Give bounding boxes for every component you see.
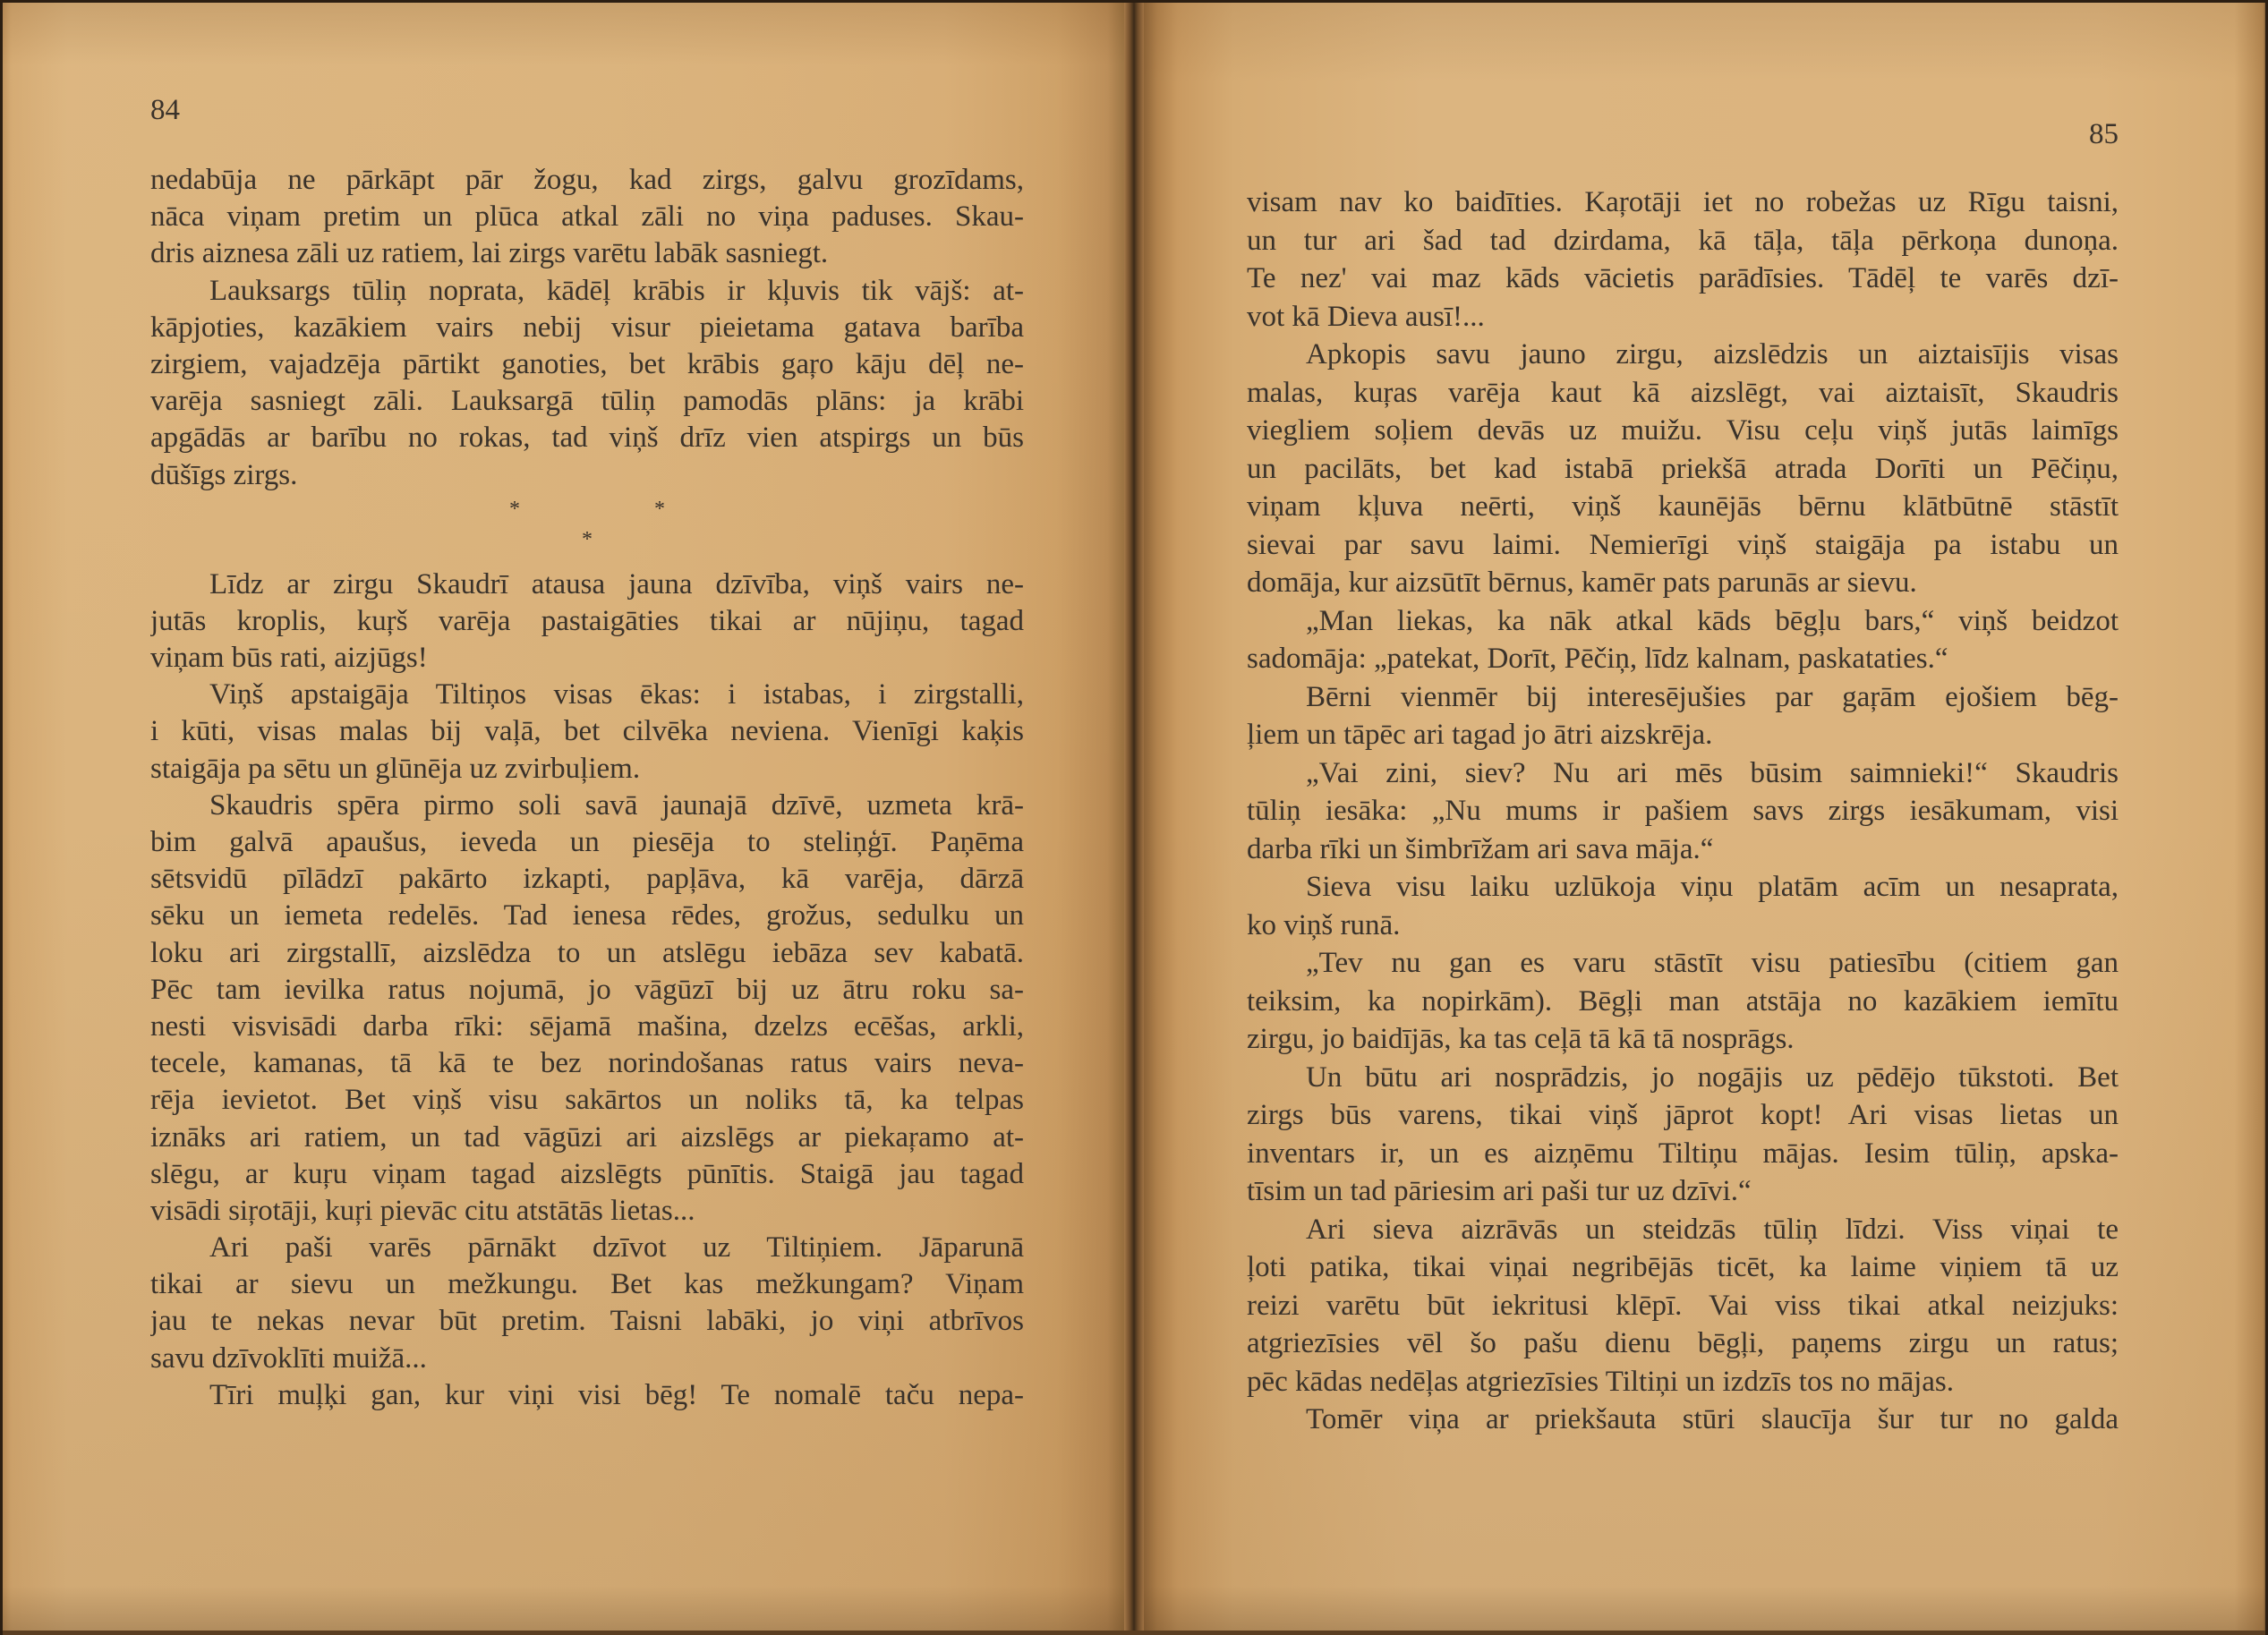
- text-line: dris aiznesa zāli uz ratiem, lai zirgs varētu labāk sasniegt.: [150, 237, 829, 270]
- paragraph: [150, 566, 1024, 677]
- text-line: domāja, kur aizsūtīt bērnus, kamēr pats parunās ar sievu.: [1247, 566, 1917, 599]
- left-page: [0, 0, 1124, 1635]
- text-line: sētsvidū pīlādzī pakārto izkapti, papļāva, kā varēja, dārzā: [150, 863, 1024, 896]
- asterisk-mark: *: [582, 527, 593, 551]
- text-line: darba rīki un šimbrīžam ari sava māja.“: [1247, 832, 1714, 865]
- text-line: ļiem un tāpēc ari tagad jo ātri aizskrēja.: [1247, 719, 1713, 751]
- text-line: nāca viņam pretim un plūca atkal zāli no viņa paduses. Skau-: [150, 200, 1024, 234]
- text-line: ko viņš runā.: [1247, 908, 1401, 941]
- text-line: viegliem soļiem devās uz muižu. Visu ceļu viņš jutās laimīgs: [1247, 414, 2119, 447]
- text-line: jutās kroplis, kuŗš varēja pastaigāties tikai ar nūjiņu, tagad: [150, 604, 1024, 637]
- text-line: viņam kļuva neērti, viņš kaunējās bērnu klātbūtnē stāstīt: [1247, 490, 2119, 523]
- paragraph: [1247, 1401, 2119, 1439]
- text-line: iznāks ari ratiem, un tad vāgūzi ari aizslēgs ar piekaŗamo at-: [150, 1120, 1024, 1154]
- text-line: Sieva visu laiku uzlūkoja viņu platām acīm un nesaprata,: [1306, 871, 2119, 903]
- text-line: Te nez' vai maz kāds vācietis parādīsies. Tādēļ te varēs dzī-: [1247, 262, 2119, 294]
- paragraph: [1247, 1059, 2119, 1211]
- paragraph: [1247, 1211, 2119, 1401]
- text-line: inventars ir, un es aizņēmu Tiltiņu mājas. Iesim tūliņ, apska-: [1247, 1137, 2119, 1170]
- book-gutter: [1124, 0, 1144, 1635]
- paragraph: [150, 677, 1024, 788]
- text-line: tūliņ iesāka: „Nu mums ir pašiem savs zirgs iesākumam, visi: [1247, 795, 2119, 827]
- text-line: Viņš apstaigāja Tiltiņos visas ēkas: i istabas, i zirgstalli,: [209, 678, 1024, 711]
- asterisk-mark: *: [509, 497, 520, 521]
- text-line: „Vai zini, siev? Nu ari mēs būsim saimnieki!“ Skaudris: [1306, 756, 2119, 789]
- text-line: reizi varētu būt iekritusi klēpī. Vai viss tikai atkal neizjuks:: [1247, 1289, 2119, 1322]
- right-page-text: [1247, 183, 2119, 1439]
- page-number: 85: [2089, 118, 2119, 150]
- paragraph: [1247, 336, 2119, 602]
- page-number: 84: [150, 94, 180, 126]
- paragraph: [1247, 678, 2119, 754]
- text-line: Ari paši varēs pārnākt dzīvot uz Tiltiņiem. Jāparunā: [209, 1231, 1024, 1265]
- text-line: Apkopis savu jauno zirgu, aizslēdzis un aiztaisījis visas: [1306, 338, 2119, 370]
- text-line: visam nav ko baidīties. Kaŗotāji iet no robežas uz Rīgu taisni,: [1247, 186, 2119, 218]
- text-line: Tomēr viņa ar priekšauta stūri slaucīja šur tur no galda: [1306, 1403, 2119, 1435]
- text-line: varēja sasniegt zāli. Lauksargā tūliņ pamodās plāns: ja krābi: [150, 385, 1024, 418]
- paragraph: [150, 273, 1024, 494]
- text-line: atgriezīsies vēl šo pašu dienu bēgļi, paņems zirgu un ratus;: [1247, 1327, 2119, 1359]
- text-line: Bērni vienmēr bij interesējušies par gaŗām ejošiem bēg-: [1306, 680, 2119, 713]
- paragraph: [1247, 602, 2119, 678]
- text-line: viņam būs rati, aizjūgs!: [150, 642, 428, 675]
- paragraph: [1247, 754, 2119, 869]
- text-line: vot kā Dieva ausī!...: [1247, 300, 1485, 333]
- text-line: bim galvā apaušus, ieveda un piesēja to steliņģī. Paņēma: [150, 826, 1024, 858]
- text-line: „Man liekas, ka nāk atkal kāds bēgļu bars,“ viņš beidzot: [1306, 604, 2119, 637]
- text-line: nesti visvisādi darba rīki: sējamā mašina, dzelzs ecēšas, arkli,: [150, 1009, 1024, 1043]
- text-line: loku ari zirgstallī, aizslēdza to un atslēgu iebāza sev kabatā.: [150, 936, 1024, 969]
- text-line: Tīri muļķi gan, kur viņi visi bēg! Te nomalē taču nepa-: [209, 1378, 1024, 1411]
- text-line: staigāja pa sētu un glūnēja uz zvirbuļiem.: [150, 752, 641, 785]
- text-line: teiksim, ka nopirkām). Bēgļi man atstāja no kazākiem iemītu: [1247, 984, 2119, 1018]
- text-line: ļoti patika, tikai viņai negribējās ticēt, ka laime viņiem tā uz: [1247, 1251, 2119, 1283]
- text-line: Un būtu ari nosprādzis, jo nogājis uz pēdējo tūkstoti. Bet: [1306, 1060, 2119, 1094]
- text-line: savu dzīvoklīti muižā...: [150, 1341, 427, 1375]
- text-line: pēc kādas nedēļas atgriezīsies Tiltiņi un izdzīs tos no mājas.: [1247, 1365, 1955, 1398]
- text-line: slēgu, ar kuŗu viņam tagad aizslēgts pūnītis. Staigā jau tagad: [150, 1157, 1024, 1190]
- text-line: sievai par savu laimi. Nemierīgi viņš staigāja pa istabu un: [1247, 528, 2119, 561]
- text-line: zirgiem, vajadzēja pārtikt ganoties, bet krābis gaŗo kāju dēļ ne-: [150, 347, 1024, 380]
- text-line: zirgs būs varens, tikai viņš jāprot kopt! Ari visas lietas un: [1247, 1099, 2119, 1131]
- text-line: rēja ievietot. Bet viņš visu sakārtos un noliks tā, ka telpas: [150, 1084, 1024, 1117]
- text-line: sadomāja: „patekat, Dorīt, Pēčiņ, līdz kalnam, paskataties.“: [1247, 643, 1948, 675]
- text-line: apgādās ar barību no rokas, tad viņš drīz vien atspirgs un būs: [150, 422, 1024, 455]
- paragraph: [1247, 183, 2119, 336]
- paragraph: [1247, 868, 2119, 944]
- text-line: zirgu, jo baidījās, ka tas ceļā tā kā tā nosprāgs.: [1247, 1023, 1795, 1055]
- separator-row: [150, 494, 1024, 524]
- asterisk-mark: *: [654, 497, 665, 521]
- text-line: sēku un iemeta redelēs. Tad ienesa rēdes, grožus, sedulku un: [150, 899, 1024, 932]
- text-line: visādi siŗotāji, kuŗi pievāc citu atstātās lietas...: [150, 1194, 695, 1227]
- text-line: Līdz ar zirgu Skaudrī atausa jauna dzīvība, viņš vairs ne-: [209, 567, 1024, 600]
- text-line: jau te nekas nevar būt pretim. Taisni labāki, jo viņi atbrīvos: [150, 1305, 1024, 1338]
- text-line: Skaudris spēra pirmo soli savā jaunajā dzīvē, uzmeta krā-: [209, 788, 1024, 822]
- text-line: nedabūja ne pārkāpt pār žogu, kad zirgs, galvu grozīdams,: [150, 164, 1024, 196]
- text-line: tecele, kamanas, tā kā te bez norindošanas ratus vairs neva-: [150, 1047, 1024, 1080]
- text-line: un pacilāts, bet kad istabā priekšā atrada Dorīti un Pēčiņu,: [1247, 452, 2119, 485]
- section-separator: [150, 494, 1024, 566]
- text-line: Pēc tam ievilka ratus nojumā, jo vāgūzī bij uz ātru roku sa-: [150, 973, 1024, 1006]
- text-line: tikai ar sievu un mežkungu. Bet kas mežkungam? Viņam: [150, 1268, 1024, 1301]
- right-page: [1144, 0, 2268, 1635]
- text-line: i kūti, visas malas bij vaļā, bet cilvēka neviena. Vienīgi kaķis: [150, 715, 1024, 748]
- left-page-text: [150, 162, 1024, 1414]
- paragraph: [1247, 944, 2119, 1059]
- separator-row: [150, 524, 1024, 555]
- text-line: Ari sieva aizrāvās un steidzās tūliņ līdzi. Viss viņai te: [1306, 1213, 2119, 1246]
- paragraph: [150, 788, 1024, 1230]
- paragraph: [150, 1377, 1024, 1414]
- text-line: kāpjoties, kazākiem vairs nebij visur pieietama gatava barība: [150, 311, 1024, 344]
- text-line: „Tev nu gan es varu stāstīt visu patiesību (citiem gan: [1306, 947, 2119, 979]
- text-line: Lauksargs tūliņ noprata, kādēļ krābis ir kļuvis tik vājš: at-: [209, 274, 1024, 307]
- paragraph: [150, 1230, 1024, 1377]
- text-line: tīsim un tad pāriesim ari paši tur uz dzīvi.“: [1247, 1175, 1752, 1207]
- paragraph: [150, 162, 1024, 273]
- text-line: dūšīgs zirgs.: [150, 458, 298, 491]
- text-line: malas, kuŗas varēja kaut kā aizslēgt, vai aiztaisīt, Skaudris: [1247, 376, 2119, 409]
- text-line: un tur ari šad tad dzirdama, kā tāļa, tāļa pērkoņa dunoņa.: [1247, 224, 2119, 257]
